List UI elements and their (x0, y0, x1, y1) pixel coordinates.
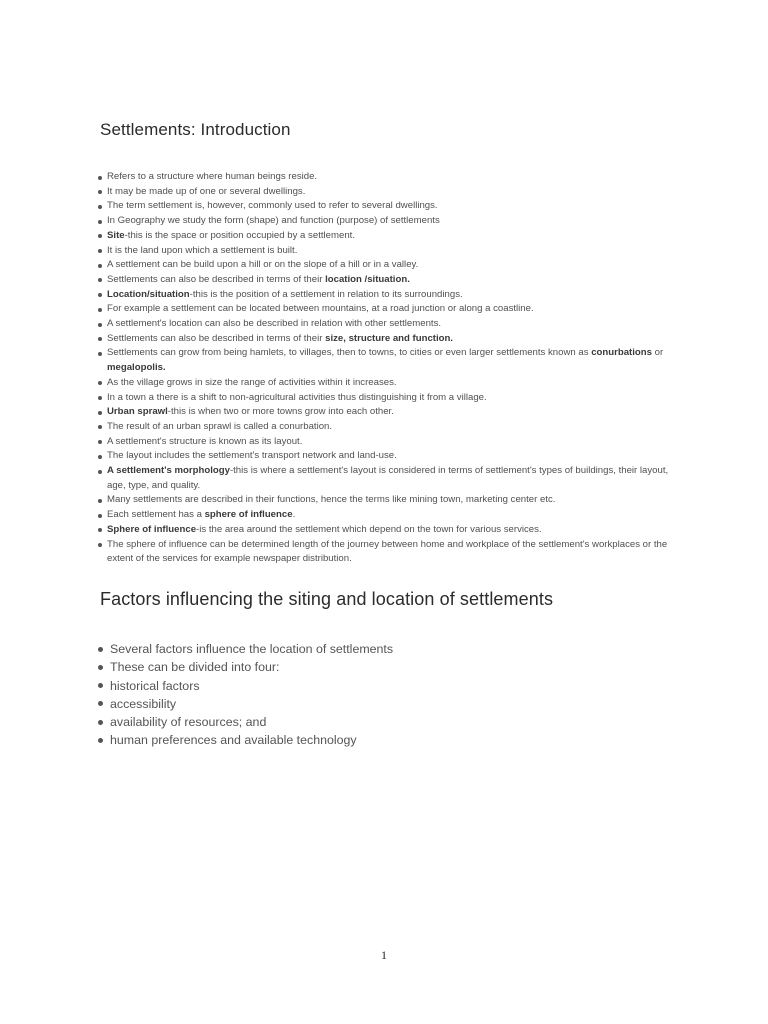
item-text: The result of an urban sprawl is called a conurbation. (107, 420, 333, 432)
section-title-factors: Factors influencing the siting and location of settlements (100, 589, 554, 609)
bullet-icon (98, 323, 102, 327)
list-item (98, 332, 688, 347)
item-text: A settlement can be build upon a hill or on the slope of a hill or in a valley. (107, 259, 419, 271)
list-item (98, 731, 598, 749)
list-item (98, 199, 688, 214)
bold-term: conurbations (591, 347, 652, 359)
bullet-icon (98, 470, 102, 474)
list-item (98, 229, 688, 244)
item-text: -this is where a settlement's layout is considered in terms of settlement's types of buildings, their layout, age, type, and quality. (107, 465, 669, 491)
item-text: or (651, 347, 664, 359)
item-text: Several factors influence the location of settlements (110, 642, 394, 656)
bullet-icon (98, 381, 102, 385)
list-item (98, 695, 598, 713)
list-item (98, 273, 688, 288)
bullet-icon (98, 234, 102, 238)
bold-term: size, structure and function. (325, 332, 454, 344)
item-text: -this is the space or position occupied by a settlement. (124, 229, 355, 241)
bullet-icon (98, 396, 102, 400)
item-text: It is the land upon which a settlement is built. (107, 244, 298, 256)
bullet-icon (98, 738, 103, 743)
list-item (98, 713, 598, 731)
list-item (98, 346, 688, 375)
bullet-icon (98, 528, 102, 532)
section-title-introduction: Settlements: Introduction (100, 120, 291, 139)
list-item (98, 420, 688, 435)
bullet-icon (98, 352, 102, 356)
item-text: The term settlement is, however, commonly used to refer to several dwellings. (107, 200, 438, 212)
list-item (98, 538, 688, 567)
list-item (98, 449, 688, 464)
list-item (98, 244, 688, 259)
item-text: -this is the position of a settlement in relation to its surroundings. (189, 288, 463, 300)
item-text: Settlements can grow from being hamlets, to villages, then to towns, to cities or even larger settlements known as (107, 347, 592, 359)
item-text: The sphere of influence can be determined length of the journey between home and workplace of the settlement's workplaces or the extent of the services for example newspaper distribution. (107, 538, 668, 565)
bold-term: megalopolis. (107, 362, 166, 374)
list-item (98, 391, 688, 406)
list-item (98, 405, 688, 420)
list-item (98, 508, 688, 523)
item-text: . (292, 509, 296, 521)
bullet-icon (98, 308, 102, 312)
item-text: In Geography we study the form (shape) and function (purpose) of settlements (107, 215, 440, 227)
list-item (98, 523, 688, 538)
list-item (98, 258, 688, 273)
bold-term: A settlement's morphology (107, 465, 230, 477)
list-item (98, 317, 688, 332)
item-text: Settlements can also be described in terms of their (107, 332, 326, 344)
bullet-icon (98, 665, 103, 670)
list-item (98, 288, 688, 303)
item-text: A settlement's location can also be described in relation with other settlements. (107, 318, 442, 330)
item-text: For example a settlement can be located between mountains, at a road junction or along a coastline. (107, 303, 534, 315)
list-item (98, 435, 688, 450)
list-item (98, 640, 598, 658)
list-item (98, 677, 598, 695)
bullet-icon (98, 337, 102, 341)
bullet-icon (98, 543, 102, 547)
item-text: -this is when two or more towns grow into each other. (167, 406, 394, 418)
list-item (98, 170, 688, 185)
item-text: -is the area around the settlement which depend on the town for various services. (196, 523, 542, 535)
bullet-icon (98, 499, 102, 503)
list-item (98, 493, 688, 508)
bullet-icon (98, 647, 103, 652)
item-text: Many settlements are described in their functions, hence the terms like mining town, marketing center etc. (107, 494, 556, 506)
bold-term: sphere of influence (204, 509, 293, 521)
bullet-icon (98, 264, 102, 268)
list-item (98, 185, 688, 200)
bullet-icon (98, 455, 102, 459)
bullet-icon (98, 720, 103, 725)
bold-term: Location/situation (107, 288, 190, 300)
bullet-icon (98, 701, 103, 706)
bullet-icon (98, 440, 102, 444)
item-text: Refers to a structure where human beings reside. (107, 171, 318, 182)
item-text: In a town a there is a shift to non-agricultural activities thus distinguishing it from a village. (107, 391, 487, 403)
item-text: The layout includes the settlement's transport network and land-use. (107, 450, 397, 462)
introduction-bullet-list (98, 170, 688, 567)
bullet-icon (98, 176, 102, 180)
bullet-icon (98, 249, 102, 253)
item-text: As the village grows in size the range of activities within it increases. (107, 376, 397, 388)
item-text: A settlement's structure is known as its layout. (107, 435, 303, 447)
item-text: It may be made up of one or several dwellings. (107, 185, 306, 197)
bullet-icon (98, 514, 102, 518)
item-text: accessibility (110, 696, 177, 711)
bullet-icon (98, 425, 102, 429)
factors-bullet-list (98, 640, 598, 750)
list-item (98, 464, 688, 493)
bullet-icon (98, 220, 102, 224)
bullet-icon (98, 190, 102, 194)
page-number: 1 (381, 948, 387, 962)
bullet-icon (98, 293, 102, 297)
list-item (98, 302, 688, 317)
item-text: Each settlement has a (107, 509, 205, 521)
bold-term: Urban sprawl (107, 406, 168, 418)
list-item (98, 214, 688, 229)
item-text: historical factors (110, 678, 200, 693)
item-text: availability of resources; and (110, 715, 267, 730)
item-text: human preferences and available technology (110, 733, 357, 748)
item-text: Settlements can also be described in terms of their (107, 273, 326, 285)
item-text: These can be divided into four: (110, 660, 280, 675)
bullet-icon (98, 683, 103, 688)
list-item (98, 658, 598, 676)
bold-term: Sphere of influence (107, 523, 197, 535)
bold-term: Site (107, 229, 125, 241)
bullet-icon (98, 278, 102, 282)
list-item (98, 376, 688, 391)
bullet-icon (98, 205, 102, 209)
bullet-icon (98, 411, 102, 415)
bold-term: location /situation. (325, 273, 410, 285)
